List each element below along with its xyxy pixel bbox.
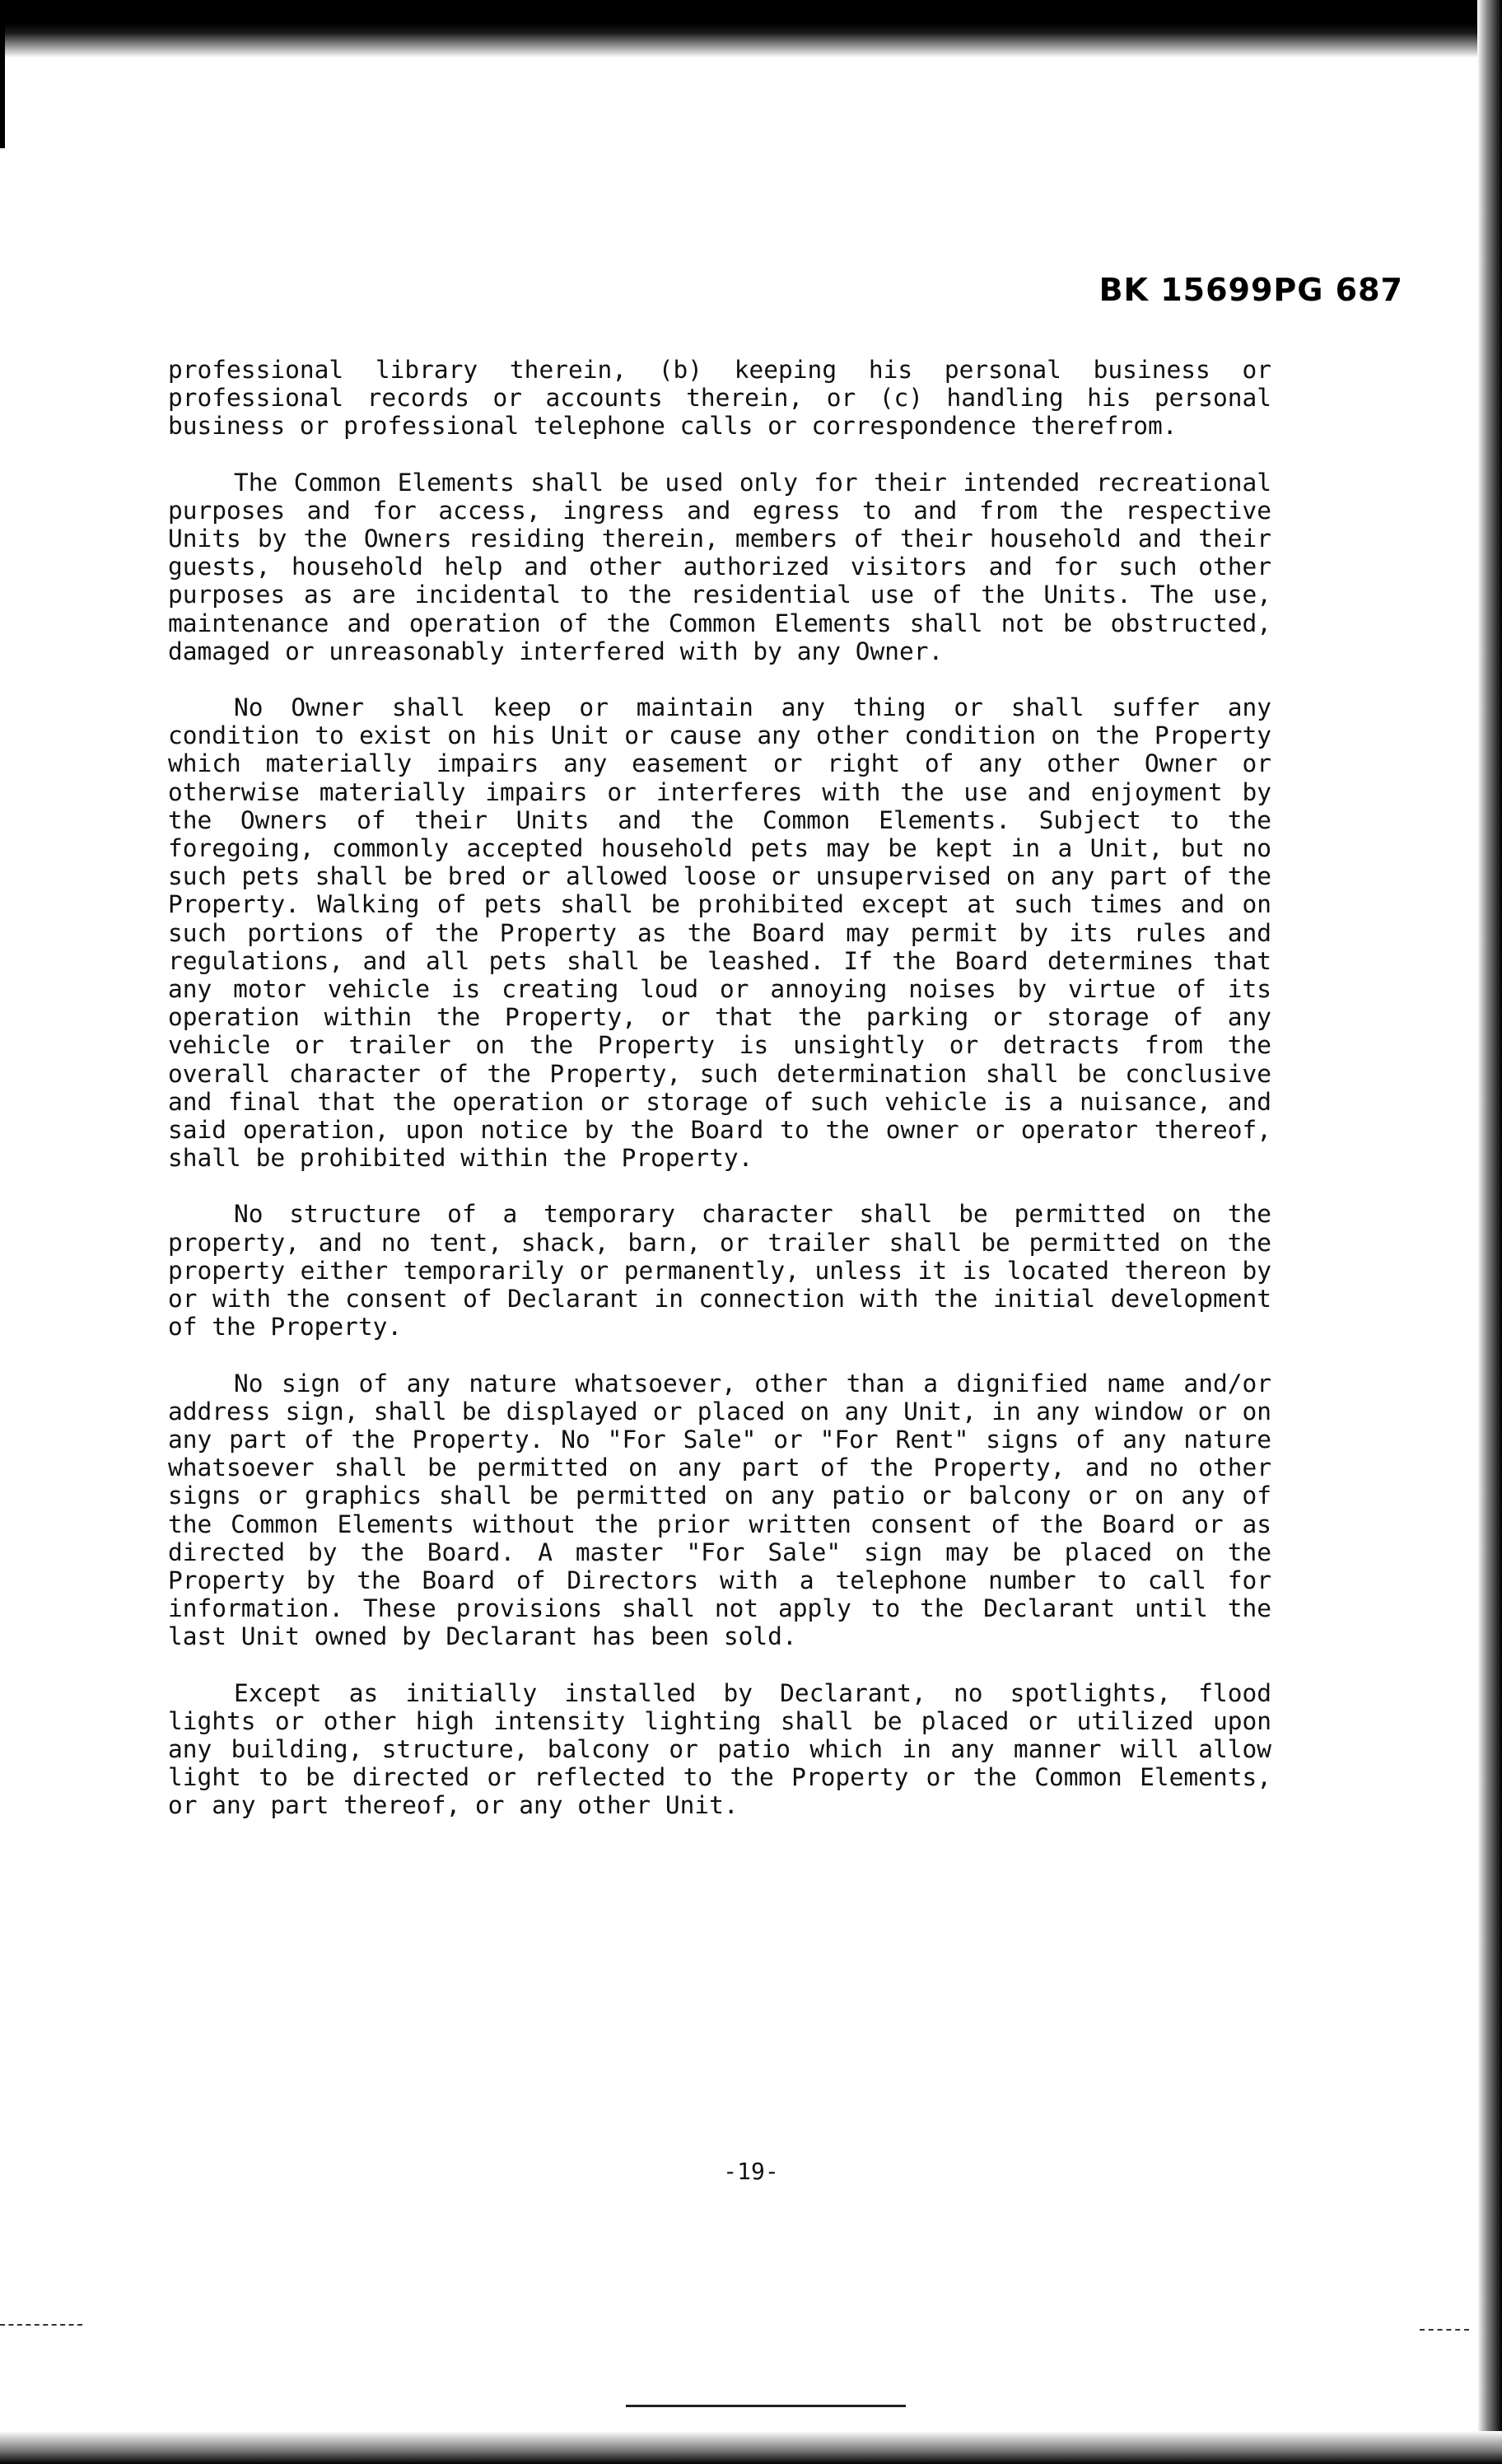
scan-right-border: [1477, 0, 1502, 2464]
paragraph-6: Except as initially installed by Declarant, no spotlights, flood lights or other high intensity lighting shall be placed or utilized upon any building, structure, balcony or patio which in any manner will allow light to be directed or reflected to the Property or the Common Elements, or any part thereof, or any other Unit.: [168, 1678, 1271, 1820]
book-page-stamp: BK 15699PG 687: [1099, 272, 1403, 308]
paragraph-4: No structure of a temporary character shall be permitted on the property, and no tent, shack, barn, or trailer shall be permitted on the property either temporarily or permanently, unless it is located thereon by or with the consent of Declarant in connection with the initial development of the Property.: [168, 1200, 1271, 1342]
document-body: [168, 356, 1271, 1848]
paragraph-2: The Common Elements shall be used only for their intended recreational purposes and for access, ingress and egress to and from the respective Units by the Owners residing therein, members of their household and their guests, household help and other authorized visitors and for such other purposes as are incidental to the residential use of the Units. The use, maintenance and operation of the Common Elements shall not be obstructed, damaged or unreasonably interfered with by any Owner.: [168, 468, 1271, 665]
page-number: -19-: [723, 2158, 779, 2185]
scan-right-dashes: [1420, 2329, 1469, 2331]
scan-left-mark: [0, 0, 5, 148]
scan-bottom-line: [626, 2405, 906, 2407]
scan-left-dashes: [0, 2324, 82, 2329]
paragraph-1: professional library therein, (b) keeping his personal business or professional records or accounts therein, or (c) handling his personal business or professional telephone calls or correspondence therefrom.: [168, 356, 1271, 441]
paragraph-3: No Owner shall keep or maintain any thing or shall suffer any condition to exist on his Unit or cause any other condition on the Property which materially impairs any easement or right of any other Owner or otherwise materially impairs or interferes with the use and enjoyment by the Owners of their Units and the Common Elements. Subject to the foregoing, commonly accepted household pets may be kept in a Unit, but no such pets shall be bred or allowed loose or unsupervised on any part of the Property. Walking of pets shall be prohibited except at such times and on such portions of the Property as the Board may permit by its rules and regulations, and all pets shall be leashed. If the Board determines that any motor vehicle is creating loud or annoying noises by virtue of its operation within the Property, or that the parking or storage of any vehicle or trailer on the Property is unsightly or detracts from the overall character of the Property, such determination shall be conclusive and final that the operation or storage of such vehicle is a nuisance, and said operation, upon notice by the Board to the owner or operator thereof, shall be prohibited within the Property.: [168, 693, 1271, 1173]
paragraph-5: No sign of any nature whatsoever, other than a dignified name and/or address sign, shall be displayed or placed on any Unit, in any window or on any part of the Property. No "For Sale" or "For Rent" signs of any nature whatsoever shall be permitted on any part of the Property, and no other signs or graphics shall be permitted on any patio or balcony or on any of the Common Elements without the prior written consent of the Board or as directed by the Board. A master "For Sale" sign may be placed on the Property by the Board of Directors with a telephone number to call for information. These provisions shall not apply to the Declarant until the last Unit owned by Declarant has been sold.: [168, 1369, 1271, 1651]
scan-bottom-border: [0, 2431, 1502, 2464]
scan-top-border: [0, 0, 1502, 58]
